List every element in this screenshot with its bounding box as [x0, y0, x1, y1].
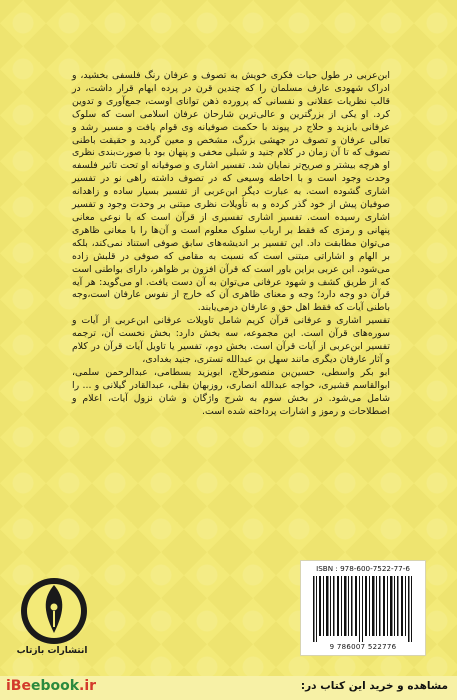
site-watermark[interactable]: [6, 678, 96, 694]
barcode-number: 9 786007 522776: [329, 643, 397, 651]
watermark-main: iBe: [6, 678, 31, 694]
blurb-paragraph-3: ابو بکر واسطی، حسین‌بن منصورحلاج، ابویزید بسطامی، عبدالرحمن سلمی، ابوالقاسم قشیری، خواجه عبدالله انصاری، روزبهان بقلی، عبدالقادر گیلانی و ... را شامل می‌شود. در بخش سوم به شرح واژگان و شان نزول آیات، اعلام و اصطلاحات و رموز و اشارات پرداخته شده است.: [72, 366, 390, 417]
footer-promo-text: مشاهده و خرید این کتاب در:: [300, 680, 448, 692]
blurb-paragraph-1: ابن‌عربی در طول حیات فکری خویش به تصوف و عرفان رنگ فلسفی بخشید، و ادراک شهودی عارف مسلمان را که چندین قرن در پرده ابهام قرار داشت، در قالب نظریات عقلانی و نفسانی که پرورده ذهن توانای اوست، جمع‌آوری و تدوین کرد. او یکی از بزرگترین و عالی‌ترین شارحان عرفان اسلامی است که سلوک عرفانی بایزید و حلاج در پیوند با حکمت صوفیانه وی قوام یافت و مسیر رشد و تعالی عرفان و تصوف در جهشی بزرگ، مشخص و معین گردید و حقیقت باطنی تصوف که تا آن زمان در کلام جنید و شبلی مخفی و پنهان بود با صورت‌بندی نظری او هرچه بیشتر و صریح‌تر نمایان شد. تفسیر اشاری و صوفیانه او تحت تاثیر فلسفه وحدت وجود است و با احاطه وسیعی که در تصوف داشته راهی نو در تفسیر اشاری گشوده است. به عبارت دیگر ابن‌عربی از تفسیر بسیار ساده و زاهدانه صوفیان پیش از خود گذر کرده و به تأویلات نظری مبتنی بر وحدت وجود و تفسیر اشاری رسیده است. تفسیر اشاری تفسیری از قرآن است که با نوعی معانی پنهانی و رمزی که فقط بر ارباب سلوک معلوم است و آن‌ها را با معانی ظاهری می‌توان مطابقت داد. این تفسیر بر اندیشه‌های سابق صوفی استناد نمی‌کند، بلکه بر الهام و اشاراتی مبتنی است که نسبت به مقامی که صوفی در قلبش زاده می‌شود. ابن عربی براین باور است که قرآن افزون بر ظواهر، دارای بواطنی است که از طریق کشف و شهود عرفانی می‌توان به آن دست یافت. او می‌گوید: هر آیه قرآن دو وجه دارد؛ وجه و معنای ظاهری آن که خارج از نفوس عارفان است،وجه باطنی آیات که فقط اهل حق و عارفان درمی‌یابند.: [72, 70, 390, 314]
publisher-name: انتشارات بازتاب: [16, 646, 88, 656]
isbn-label: ISBN : 978-600-7522-77-6: [316, 564, 410, 573]
isbn-barcode-box: [300, 560, 426, 656]
blurb-paragraph-2: تفسیر اشاری و عرفانی قرآن کریم شامل تاویلات عرفانی ابن‌عربی از آیات و سوره‌های قرآن است. این مجموعه، سه بخش دارد: بخش نخست آن، ترجمه تفسیر ابن‌عربی از آیات قرآن است. بخش دوم، تفسیر یا تاویل آیات قرآن در کلام و آثار عارفان دیگری مانند سهل بن عبدالله تستری، جنید بغدادی،: [72, 315, 390, 365]
watermark-tail: .ir: [79, 678, 97, 694]
back-cover-blurb: [72, 70, 390, 418]
publisher-logo-icon: [16, 575, 92, 675]
watermark-accent: ebook: [30, 678, 80, 694]
barcode-icon: [311, 576, 415, 642]
